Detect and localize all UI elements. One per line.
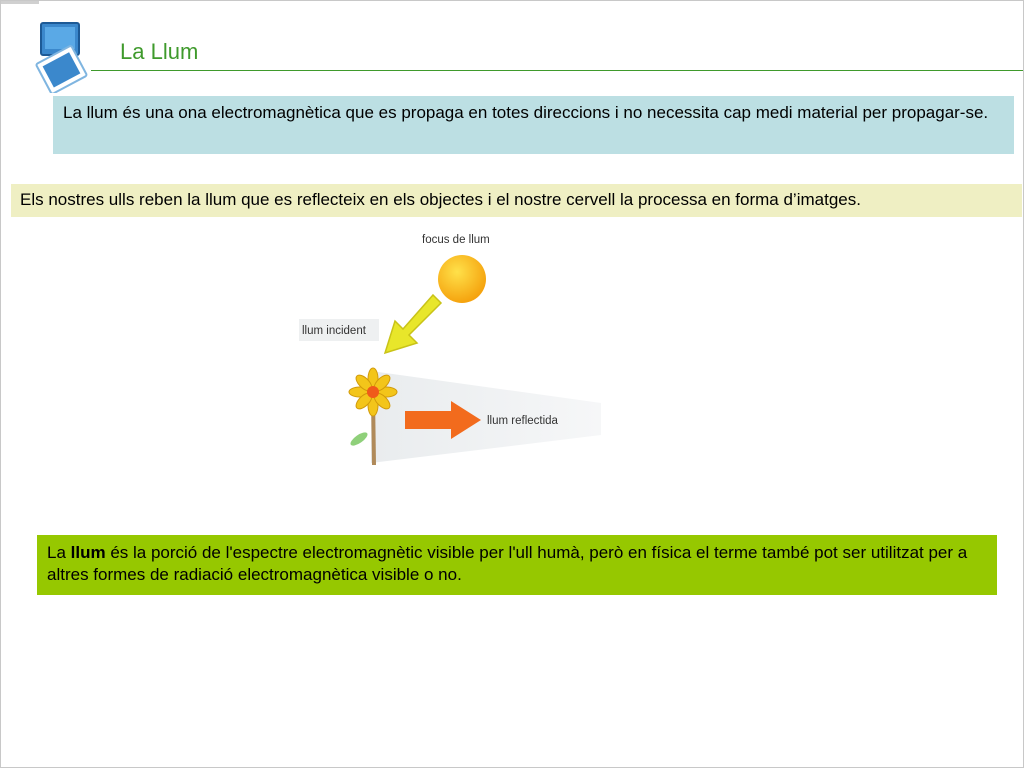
incident-arrow bbox=[385, 295, 441, 353]
spectrum-box bbox=[37, 535, 997, 595]
definition-box: La llum és una ona electromagnètica que es propaga en totes direccions i no necessita cap medi material per propagar-se. bbox=[53, 96, 1014, 154]
spectrum-prefix: La bbox=[47, 543, 71, 562]
slides-logo-icon bbox=[35, 21, 93, 93]
page-title: La Llum bbox=[120, 39, 199, 64]
sun-icon bbox=[438, 255, 486, 303]
reflection-diagram bbox=[297, 227, 601, 467]
label-incident: llum incident bbox=[302, 325, 366, 337]
vision-box: Els nostres ulls reben la llum que es reflecteix en els objectes i el nostre cervell la processa en forma d’imatges. bbox=[11, 184, 1022, 217]
corner-mark bbox=[1, 1, 39, 5]
spectrum-text: és la porció de l'espectre electromagnètic visible per l'ull humà, però en física el terme també pot ser utilitzat per a altres formes de radiació electromagnètica visible o no. bbox=[47, 543, 968, 584]
spectrum-bold-term: llum bbox=[70, 543, 106, 562]
label-reflected: llum reflectida bbox=[487, 415, 558, 427]
label-source: focus de llum bbox=[422, 234, 490, 246]
title-divider bbox=[91, 70, 1023, 71]
